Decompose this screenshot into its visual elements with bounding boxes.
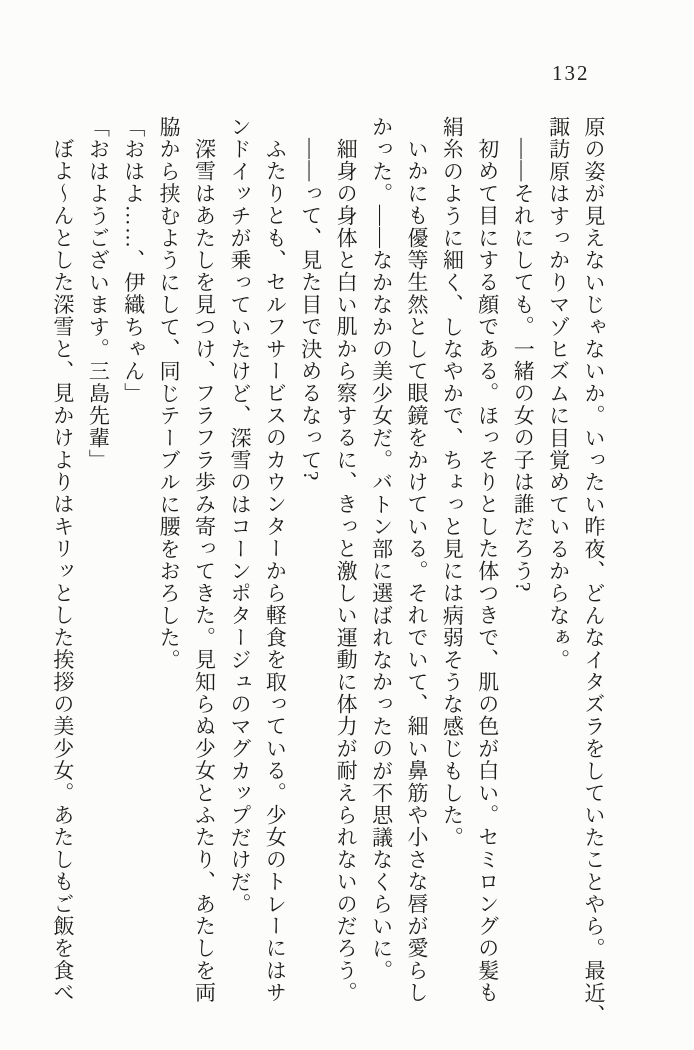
text-line: 原の姿が見えないじゃないか。いったい昨夜、どんなイタズラをしていたことやら。最近、 xyxy=(582,116,606,1027)
text-line: 脇から挟むようにして、同じテーブルに腰をおろした。 xyxy=(157,116,182,671)
text-line: ——それにしても。一緒の女の子は誰だろう? xyxy=(511,138,536,593)
text-line: 「おはようございます。三島先輩」 xyxy=(86,116,111,472)
text-line: 細身の身体と白い肌から察するに、きっと激しい運動に体力が耐えられないのだろう。 xyxy=(334,138,359,1004)
text-line: ふたりとも、セルフサービスのカウンターから軽食を取っている。少女のトレーにはサ xyxy=(263,138,288,1004)
text-line: ンドイッチが乗っていたけど、深雪のはコーンポタージュのマグカップだけだ。 xyxy=(227,116,252,916)
text-line: ぼよ〜んとした深雪と、見かけよりはキリッとした挨拶の美少女。あたしもご飯を食べ xyxy=(50,138,75,1004)
text-line: 絹糸のように細く、しなやかで、ちょっと見には病弱そうな感じもした。 xyxy=(440,116,465,849)
text-line: 「おはよ……、伊織ちゃん」 xyxy=(121,116,146,405)
text-line: いかにも優等生然として眼鏡をかけている。それでいて、細い鼻筋や小さな唇が愛らし xyxy=(404,138,429,1004)
text-line: かった。——なかなかの美少女だ。バトン部に選ばれなかったのが不思議なくらいに。 xyxy=(369,116,394,982)
text-line: 諏訪原はすっかりマゾヒズムに目覚めているからなぁ。 xyxy=(546,116,571,671)
text-body xyxy=(44,116,611,1031)
text-line: 深雪はあたしを見つけ、フラフラ歩み寄ってきた。見知らぬ少女とふたり、あたしを両 xyxy=(192,138,217,1004)
text-line: ——って、見た目で決めるなって? xyxy=(298,138,323,482)
page-number: 132 xyxy=(552,61,590,85)
text-line: 初めて目にする顔である。ほっそりとした体つきで、肌の色が白い。セミロングの髪も xyxy=(475,138,500,1004)
